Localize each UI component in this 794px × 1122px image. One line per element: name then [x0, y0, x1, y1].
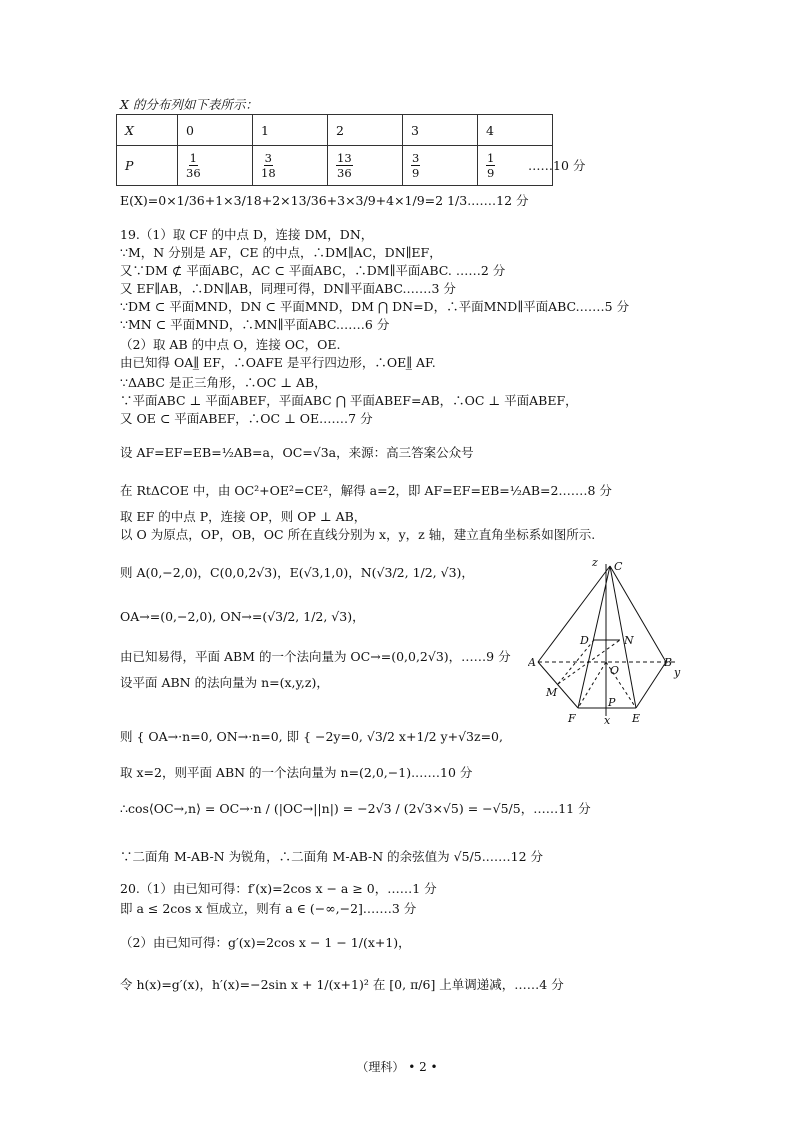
page-footer: （理科） • 2 • [356, 1060, 438, 1074]
table-cell [328, 146, 403, 186]
text-line: 由已知得 OA∥̲ EF，∴OAFE 是平行四边形，∴OE∥̲ AF. [120, 355, 436, 370]
label-F: F [568, 712, 576, 725]
label-E: E [632, 712, 641, 725]
label-O: O [610, 664, 620, 677]
text-line: （2）取 AB 的中点 O，连接 OC，OE. [120, 337, 341, 352]
text-line: ∴cos⟨OC→,n⟩ = OC→·n / (|OC→||n|) = −2√3 / (2√3×√5) = −√5/5，……11 分 [120, 801, 591, 816]
text-line: 又∵DM ⊄ 平面ABC，AC ⊂ 平面ABC，∴DM∥平面ABC. ……2 分 [120, 263, 506, 278]
edge-EB [636, 662, 666, 708]
text-line: ∵DM ⊂ 平面MND，DN ⊂ 平面MND，DM ⋂ DN=D，∴平面MND∥平面ABC.……5 分 [120, 299, 630, 314]
fraction: $\frac{13}{36}$ [337, 151, 352, 180]
table-intro: X 的分布列如下表所示： [120, 97, 258, 112]
text-line: 又 OE ⊂ 平面ABEF，∴OC ⊥ OE.……7 分 [120, 411, 373, 426]
text-line: 在 RtΔCOE 中，由 OC²+OE²=CE²，解得 a=2，即 AF=EF=EB=½AB=2.……8 分 [120, 483, 612, 498]
table-cell: 2 [328, 115, 403, 146]
score-note: ……10 分 [528, 158, 586, 173]
text-line: 由已知易得，平面 ABM 的一个法向量为 OC→=(0,0,2√3)，……9 分 [120, 649, 511, 664]
text-line: ∵M，N 分别是 AF，CE 的中点，∴DM∥AC，DN∥EF， [120, 245, 442, 260]
text-line: 又 EF∥AB，∴DN∥AB，同理可得，DN∥平面ABC.……3 分 [120, 281, 456, 296]
table-cell: 0 [178, 115, 253, 146]
text-line: OA→=(0,−2,0), ON→=(√3/2, 1/2, √3)， [120, 609, 365, 624]
table-cell [178, 146, 253, 186]
edge-OF [578, 662, 606, 708]
pyramid-figure [528, 556, 688, 732]
table-cell: 4 [478, 115, 553, 146]
text-line: 以 O 为原点，OP，OB，OC 所在直线分别为 x，y，z 轴，建立直角坐标系如图所示. [120, 527, 596, 542]
label-A: A [528, 656, 536, 669]
fraction: $\frac{1}{36}$ [186, 151, 201, 180]
table-cell: 3 [403, 115, 478, 146]
label-D: D [580, 634, 589, 647]
text-line: 取 EF 的中点 P，连接 OP，则 OP ⊥ AB， [120, 509, 367, 524]
label-y: y [674, 666, 681, 679]
table-cell: 1 [253, 115, 328, 146]
table-cell: P [117, 146, 178, 186]
text-line: ∵二面角 M-AB-N 为锐角，∴二面角 M-AB-N 的余弦值为 √5/5.……12 分 [120, 849, 544, 864]
label-x: x [604, 714, 611, 727]
edge-AF [538, 662, 578, 708]
text-line: 取 x=2，则平面 ABN 的一个法向量为 n=(2,0,−1).……10 分 [120, 765, 473, 780]
distribution-table [116, 114, 553, 186]
text-line: 19.（1）取 CF 的中点 D，连接 DM，DN， [120, 227, 374, 242]
text-line: （2）由已知可得：g′(x)=2cos x − 1 − 1/(x+1)， [120, 935, 411, 950]
table-cell [403, 146, 478, 186]
fraction: $\frac{1}{9}$ [487, 151, 495, 180]
text-line: 设平面 ABN 的法向量为 n=(x,y,z)， [120, 675, 329, 690]
label-P: P [608, 696, 616, 709]
fraction: $\frac{3}{18}$ [261, 151, 276, 180]
table-row [117, 146, 553, 186]
text-line: 则 { OA→·n=0, ON→·n=0, 即 { −2y=0, √3/2 x+1/2 y+√3z=0, [120, 729, 503, 744]
text-line: E(X)=0×1/36+1×3/18+2×13/36+3×3/9+4×1/9=2 1/3.……12 分 [120, 193, 529, 208]
text-line: 20.（1）由已知可得：f′(x)=2cos x − a ≥ 0，……1 分 [120, 881, 437, 896]
table-cell: X [117, 115, 178, 146]
label-B: B [664, 656, 673, 669]
label-M: M [546, 686, 558, 699]
text-line: 设 AF=EF=EB=½AB=a，OC=√3a，来源：高三答案公众号 [120, 445, 474, 460]
text-line: 即 a ≤ 2cos x 恒成立，则有 a ∈ (−∞,−2].……3 分 [120, 901, 417, 916]
text-line: 令 h(x)=g′(x)，h′(x)=−2sin x + 1/(x+1)² 在 [0, π/6] 上单调递减，……4 分 [120, 977, 564, 992]
text-line: 则 A(0,−2,0)，C(0,0,2√3)，E(√3,1,0)，N(√3/2, 1/2, √3)， [120, 565, 474, 580]
table-row [117, 115, 553, 146]
label-N: N [624, 634, 634, 647]
fraction: $\frac{3}{9}$ [412, 151, 420, 180]
text-line: ∵ΔABC 是正三角形，∴OC ⊥ AB， [120, 375, 327, 390]
text-line: ∵MN ⊂ 平面MND，∴MN∥平面ABC.……6 分 [120, 317, 390, 332]
text-line: ∵平面ABC ⊥ 平面ABEF，平面ABC ⋂ 平面ABEF=AB，∴OC ⊥ 平面ABEF， [120, 393, 578, 408]
label-z: z [592, 556, 598, 569]
label-C: C [614, 560, 623, 573]
table-cell [253, 146, 328, 186]
